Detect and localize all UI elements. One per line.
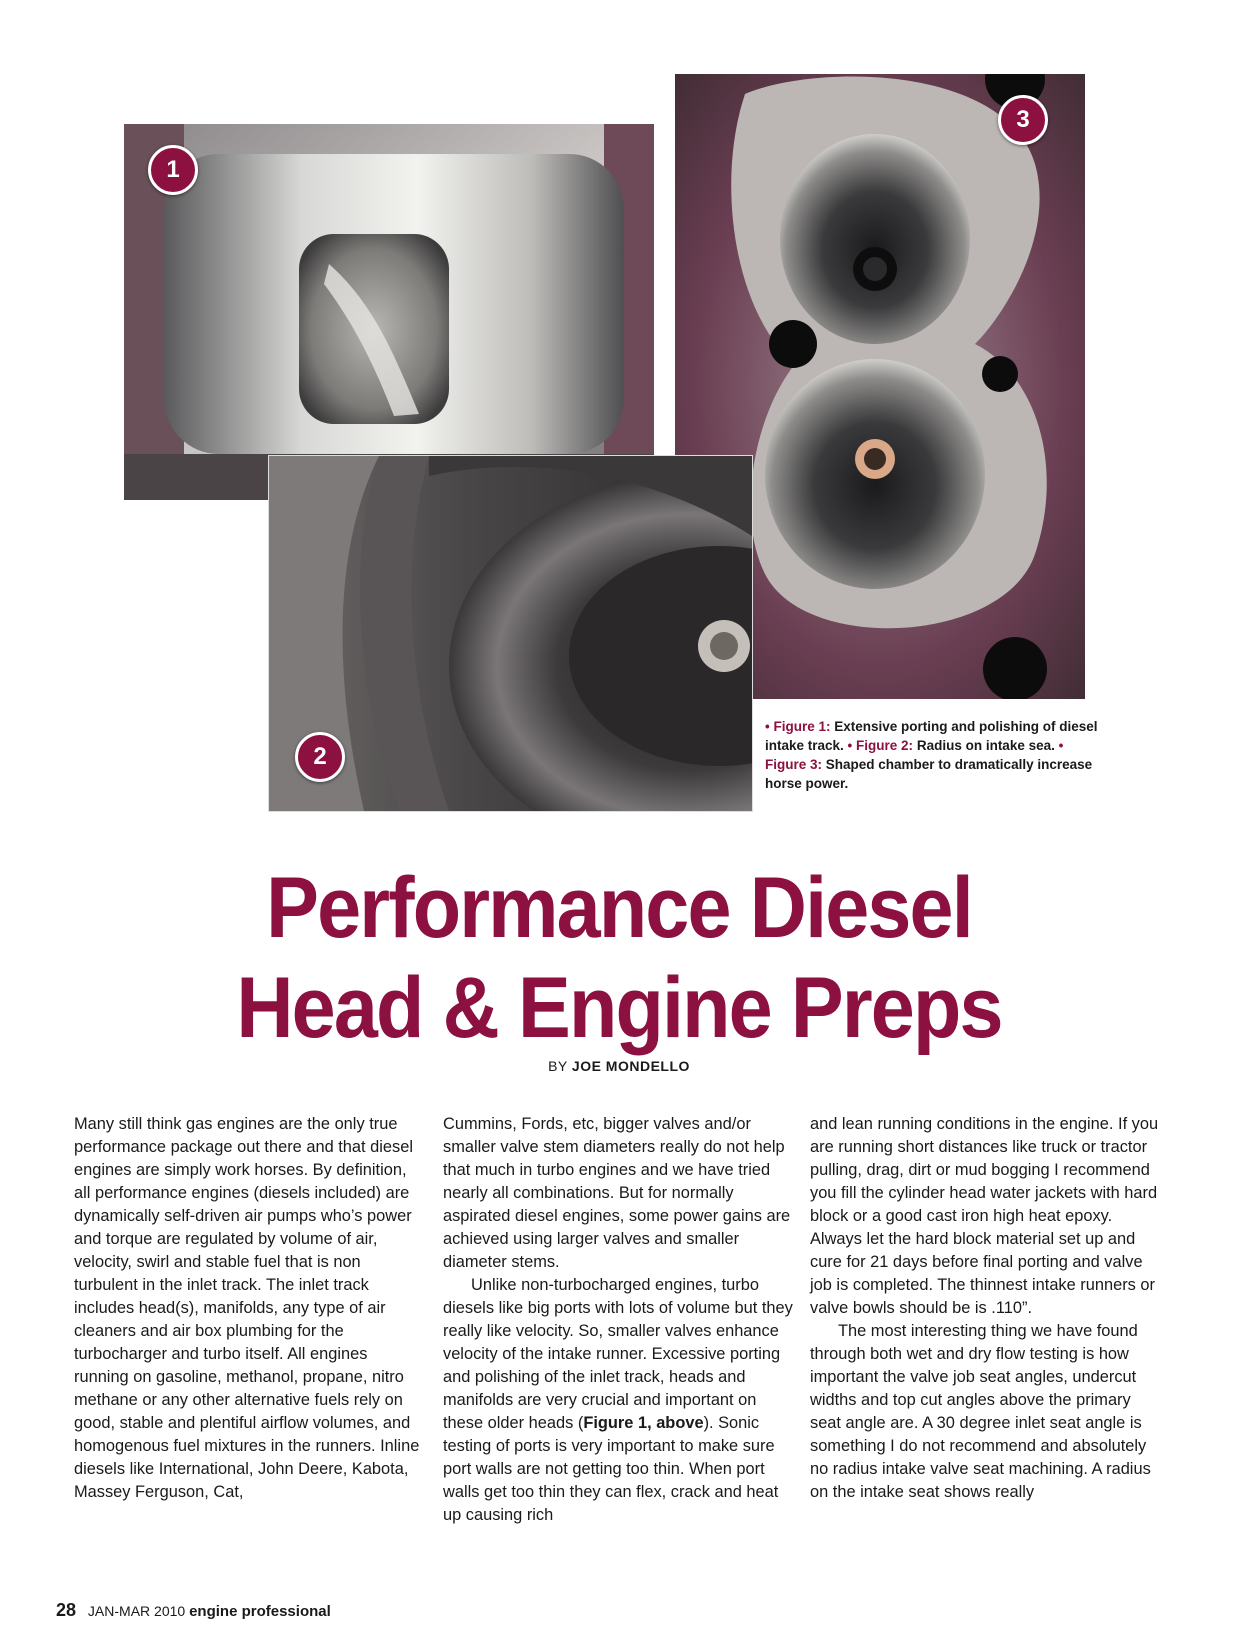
page-number: 28 [56, 1600, 77, 1620]
article-column-2 [443, 1113, 793, 1527]
issue-date: JAN-MAR 2010 [87, 1603, 186, 1619]
caption-bullet: • [847, 738, 853, 753]
caption-figure-3-text: Shaped chamber to dramatically increase horse power. [765, 757, 1093, 791]
article-column-1 [74, 1113, 424, 1504]
figure-caption [765, 717, 1105, 793]
figure-1-photo [124, 124, 654, 500]
author-name: JOE MONDELLO [571, 1058, 690, 1074]
caption-figure-1-label: Figure 1: [773, 719, 831, 734]
paragraph: Many still think gas engines are the only true performance package out there and that diesel engines are simply work horses. By definition, all performance engines (diesels included) are dynamically self-driven air pumps who’s power and torque are regulated by volume of air, velocity, swirl and stable fuel that is non turbulent in the inlet track. The inlet track includes head(s), manifolds, any type of air cleaners and air box plumbing for the turbocharger and turbo itself. All engines running on gasoline, methanol, propane, nitro methane or any other alternative fuels rely on good, stable and plentiful airflow volumes, and homogenous fuel mixtures in the runners. Inline diesels like International, John Deere, Kabota, Massey Ferguson, Cat, [74, 1115, 420, 1501]
caption-figure-1-text: Extensive porting and polishing of diesel intake track. [765, 719, 1098, 753]
paragraph-text: ). Sonic testing of ports is very important to make sure port walls are not getting too thin. When port walls get too thin they can flex, crack and heat up causing rich [443, 1414, 779, 1524]
paragraph-text: Unlike non-turbocharged engines, turbo diesels like big ports with lots of volume but they really like velocity. So, smaller valves enhance velocity of the intake runner. Excessive porting and polishing of the inlet track, heads and manifolds are very crucial and important on these older heads ( [443, 1276, 793, 1432]
article-column-3 [810, 1113, 1160, 1504]
caption-figure-2-text: Radius on intake sea. [913, 738, 1059, 753]
figure-1-badge: 1 [148, 145, 198, 195]
byline [0, 1058, 1238, 1074]
caption-figure-3-label: Figure 3: [765, 757, 823, 772]
paragraph: The most interesting thing we have found through both wet and dry flow testing is how important the valve job seat angles, undercut widths and top cut angles above the primary seat angle are. A 30 degree inlet seat angle is something I do not recommend and absolutely no radius intake valve seat machining. A radius on the intake seat shows really [810, 1322, 1151, 1501]
article-title-line-2: Head & Engine Preps [236, 960, 1002, 1056]
byline-prefix: BY [548, 1058, 568, 1074]
figure-2-badge: 2 [295, 732, 345, 782]
article-title [50, 858, 1189, 1058]
paragraph: and lean running conditions in the engine. If you are running short distances like truck or tractor pulling, drag, dirt or mud bogging I recommend you fill the cylinder head water jackets with hard block or a good cast iron high heat epoxy. Always let the hard block material set up and cure for 21 days before final porting and valve job is completed. The thinnest intake runners or valve bowls should be is .110”. [810, 1115, 1159, 1317]
page-footer [56, 1600, 331, 1621]
caption-bullet: • [1058, 738, 1064, 753]
figure-reference: Figure 1, above [583, 1414, 704, 1432]
paragraph: Cummins, Fords, etc, bigger valves and/or smaller valve stem diameters really do not help that much in turbo engines and we have tried nearly all combinations. But for normally aspirated diesel engines, some power gains are achieved using larger valves and smaller diameter stems. [443, 1115, 791, 1271]
caption-figure-2-label: Figure 2: [856, 738, 914, 753]
paragraph [443, 1274, 793, 1527]
figure-3-badge: 3 [998, 95, 1048, 145]
magazine-name: engine professional [189, 1603, 331, 1620]
caption-bullet: • [765, 719, 770, 734]
article-title-line-1: Performance Diesel [266, 860, 972, 956]
